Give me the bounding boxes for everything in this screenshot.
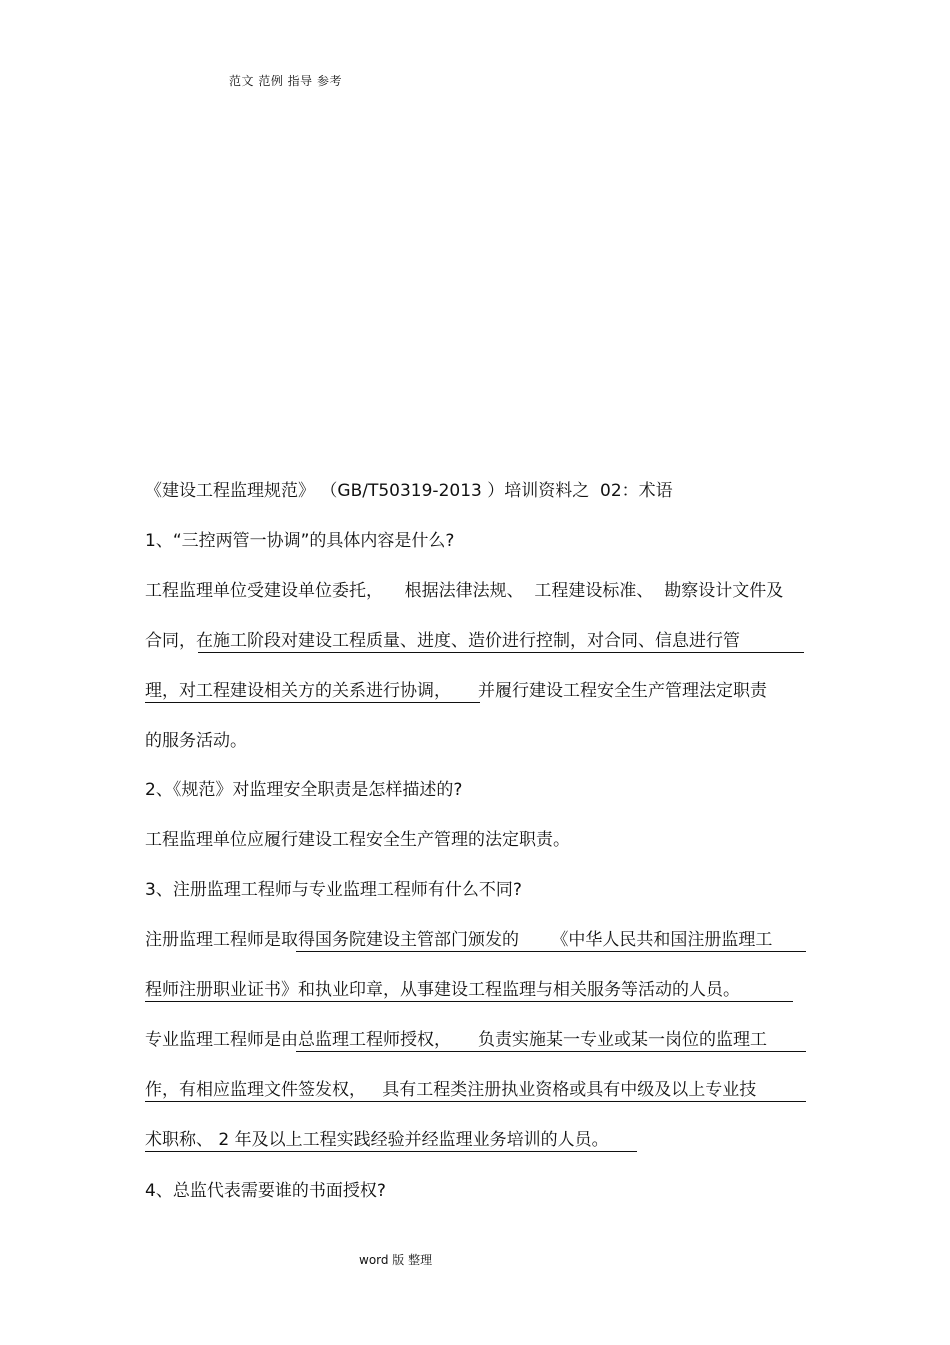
question-3: 3、注册监理工程师与专业监理工程师有什么不同? — [145, 880, 522, 900]
answer-1-line-4: 的服务活动。 — [145, 731, 247, 751]
question-2: 2、《规范》对监理安全职责是怎样描述的? — [145, 780, 463, 800]
underline — [198, 652, 804, 653]
answer-1-line-1: 工程监理单位受建设单位委托， 根据法律法规、 工程建设标准、 勘察设计文件及 — [145, 581, 784, 601]
document-title: 《建设工程监理规范》 （GB/T50319-2013 ）培训资料之 02：术语 — [145, 481, 673, 501]
page-header: 范文 范例 指导 参考 — [229, 74, 342, 88]
answer-2: 工程监理单位应履行建设工程安全生产管理的法定职责。 — [145, 830, 570, 850]
underline — [296, 1051, 806, 1052]
underline — [145, 1151, 637, 1152]
answer-1-line-3: 理，对工程建设相关方的关系进行协调， 并履行建设工程安全生产管理法定职责 — [145, 681, 768, 701]
underline — [145, 1101, 806, 1102]
page-footer: word 版 整理 — [359, 1253, 433, 1267]
answer-3-line-5: 术职称、 2 年及以上工程实践经验并经监理业务培训的人员。 — [145, 1130, 609, 1150]
answer-3-line-4: 作，有相应监理文件签发权， 具有工程类注册执业资格或具有中级及以上专业技 — [145, 1080, 757, 1100]
answer-3-line-2: 程师注册职业证书》和执业印章，从事建设工程监理与相关服务等活动的人员。 — [145, 980, 740, 1000]
answer-3-line-1: 注册监理工程师是取得国务院建设主管部门颁发的 《中华人民共和国注册监理工 — [145, 930, 773, 950]
answer-3-line-3: 专业监理工程师是由总监理工程师授权， 负责实施某一专业或某一岗位的监理工 — [145, 1030, 768, 1050]
question-1: 1、“三控两管一协调”的具体内容是什么? — [145, 531, 455, 551]
underline — [145, 702, 480, 703]
underline — [296, 951, 806, 952]
underline — [145, 1001, 793, 1002]
answer-1-line-2: 合同，在施工阶段对建设工程质量、进度、造价进行控制，对合同、信息进行管 — [145, 631, 740, 651]
question-4: 4、总监代表需要谁的书面授权? — [145, 1181, 386, 1201]
